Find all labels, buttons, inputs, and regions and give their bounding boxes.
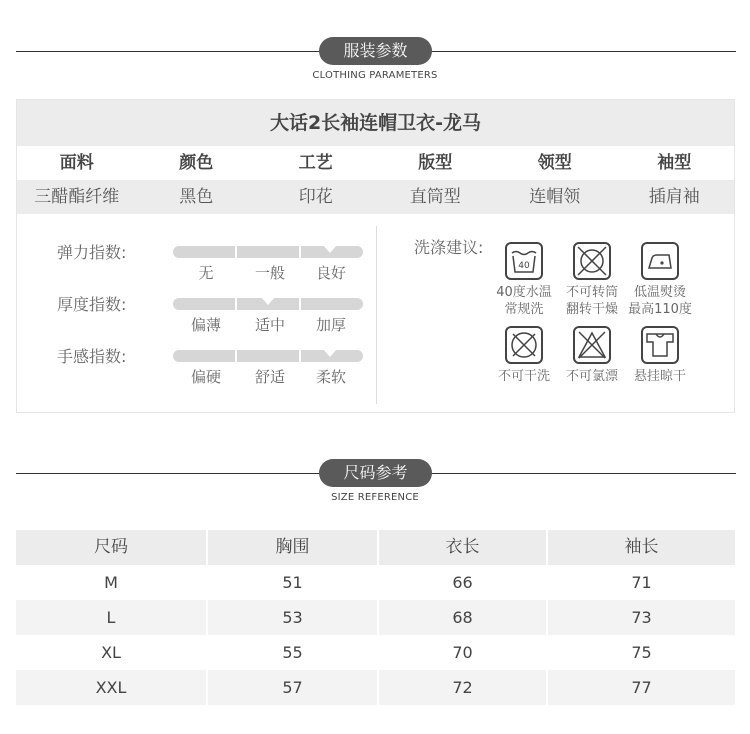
param-value: 黑色 bbox=[179, 187, 214, 207]
size-table bbox=[16, 530, 735, 705]
wash-item bbox=[625, 242, 695, 318]
index-marker bbox=[261, 297, 275, 305]
section-title: 尺码参考 bbox=[319, 459, 432, 487]
params-section-header bbox=[0, 37, 750, 97]
wash-40-icon bbox=[505, 242, 543, 280]
section-subtitle: CLOTHING PARAMETERS bbox=[312, 70, 438, 81]
index-label: 弹力指数: bbox=[57, 243, 127, 262]
param-value: 直筒型 bbox=[409, 187, 461, 207]
wash-caption: 40度水温 常规洗 bbox=[496, 285, 552, 317]
wash-caption: 不可氯漂 bbox=[565, 369, 618, 384]
no-bleach-icon bbox=[573, 326, 611, 364]
index-option: 无 bbox=[198, 264, 214, 282]
table-cell: 57 bbox=[206, 670, 377, 705]
wash-item bbox=[625, 326, 695, 385]
index-bar bbox=[173, 298, 363, 310]
table-cell: 73 bbox=[546, 600, 735, 635]
index-marker bbox=[323, 349, 337, 357]
wash-item bbox=[489, 326, 559, 385]
wash-caption: 不可转筒 翻转干燥 bbox=[565, 285, 618, 317]
wash-item bbox=[557, 326, 627, 385]
index-label: 厚度指数: bbox=[57, 295, 127, 314]
table-cell: 72 bbox=[377, 670, 546, 705]
index-option: 良好 bbox=[315, 264, 346, 282]
index-option: 偏硬 bbox=[190, 368, 221, 386]
wash-label: 洗涤建议: bbox=[414, 238, 484, 257]
param-header: 颜色 bbox=[179, 153, 214, 173]
index-bar bbox=[173, 350, 363, 362]
index-option: 适中 bbox=[254, 316, 285, 334]
index-option: 舒适 bbox=[254, 368, 285, 386]
table-cell: 66 bbox=[377, 565, 546, 600]
size-section-header bbox=[0, 459, 750, 519]
table-cell: L bbox=[106, 608, 116, 627]
elasticity-index bbox=[53, 232, 373, 282]
param-value: 插肩袖 bbox=[648, 187, 700, 207]
wash-item bbox=[489, 242, 559, 318]
table-cell: XXL bbox=[95, 678, 127, 697]
param-header: 版型 bbox=[418, 153, 453, 173]
column-header: 尺码 bbox=[94, 537, 128, 557]
table-cell: 70 bbox=[377, 635, 546, 670]
table-cell: 53 bbox=[206, 600, 377, 635]
table-cell: M bbox=[104, 573, 118, 592]
table-row bbox=[16, 565, 735, 600]
wash-caption: 悬挂晾干 bbox=[633, 369, 686, 384]
index-option: 加厚 bbox=[315, 316, 346, 334]
param-value: 连帽领 bbox=[529, 187, 581, 207]
table-cell: XL bbox=[101, 643, 121, 662]
svg-text:40: 40 bbox=[518, 261, 530, 271]
param-header: 袖型 bbox=[657, 153, 692, 173]
column-header: 袖长 bbox=[546, 530, 735, 565]
wash-caption: 低温熨烫 最高110度 bbox=[628, 285, 692, 317]
param-header: 面料 bbox=[59, 153, 94, 173]
index-marker bbox=[323, 245, 337, 253]
index-option: 柔软 bbox=[315, 368, 346, 386]
param-value: 印花 bbox=[298, 187, 333, 207]
column-header: 衣长 bbox=[377, 530, 546, 565]
param-header: 领型 bbox=[537, 153, 572, 173]
index-option: 一般 bbox=[254, 264, 285, 282]
table-cell: 75 bbox=[546, 635, 735, 670]
no-tumble-dry-icon bbox=[573, 242, 611, 280]
table-cell: 77 bbox=[546, 670, 735, 705]
thickness-index bbox=[53, 284, 373, 334]
section-title: 服装参数 bbox=[319, 37, 432, 65]
feel-index bbox=[53, 336, 373, 386]
table-cell: 71 bbox=[546, 565, 735, 600]
table-cell: 55 bbox=[206, 635, 377, 670]
vertical-divider bbox=[376, 226, 377, 404]
param-header-row bbox=[17, 146, 734, 180]
product-title: 大话2长袖连帽卫衣-龙马 bbox=[17, 100, 734, 146]
table-cell: 68 bbox=[377, 600, 546, 635]
param-value-row bbox=[17, 180, 734, 214]
table-header-row bbox=[16, 530, 735, 565]
wash-item bbox=[557, 242, 627, 318]
index-bar bbox=[173, 246, 363, 258]
indices-panel bbox=[17, 226, 377, 406]
params-panel bbox=[16, 99, 735, 413]
param-header: 工艺 bbox=[298, 153, 333, 173]
section-subtitle: SIZE REFERENCE bbox=[331, 492, 419, 503]
table-row bbox=[16, 670, 735, 705]
index-option: 偏薄 bbox=[190, 316, 221, 334]
table-cell: 51 bbox=[206, 565, 377, 600]
no-dry-clean-icon bbox=[505, 326, 543, 364]
param-value: 三醋酯纤维 bbox=[34, 187, 120, 207]
wash-caption: 不可干洗 bbox=[497, 369, 550, 384]
index-label: 手感指数: bbox=[57, 347, 127, 366]
column-header: 胸围 bbox=[206, 530, 377, 565]
low-iron-icon bbox=[641, 242, 679, 280]
table-row bbox=[16, 635, 735, 670]
hang-dry-icon bbox=[641, 326, 679, 364]
table-row bbox=[16, 600, 735, 635]
